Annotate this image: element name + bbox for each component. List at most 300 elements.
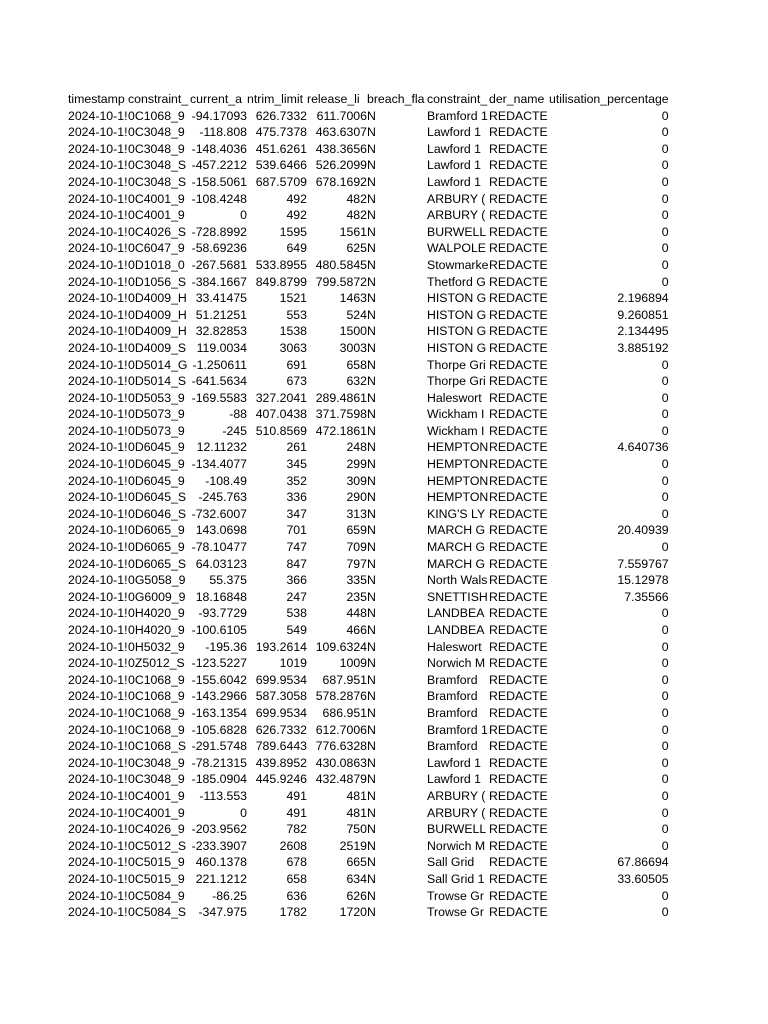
table-cell[interactable]: 0 <box>661 705 669 720</box>
table-cell[interactable]: -732.6007 <box>191 506 247 521</box>
table-cell[interactable]: REDACTE <box>489 457 548 472</box>
table-cell[interactable]: -267.5681 <box>191 257 247 272</box>
table-cell[interactable]: 0H4020_9 <box>128 606 185 621</box>
table-cell[interactable]: 193.2614 <box>255 639 307 654</box>
table-cell[interactable]: 0 <box>661 423 669 438</box>
table-cell[interactable]: 352 <box>286 473 307 488</box>
table-cell[interactable]: REDACTE <box>489 672 548 687</box>
table-cell[interactable]: 0 <box>661 689 669 704</box>
table-cell[interactable]: Trowse Gr <box>427 905 484 920</box>
table-cell[interactable]: 2608 <box>279 838 307 853</box>
table-cell[interactable]: REDACTE <box>489 556 548 571</box>
table-cell[interactable]: Bramford 1 <box>427 722 488 737</box>
table-cell[interactable]: N <box>367 589 376 604</box>
table-cell[interactable]: REDACTE <box>489 158 548 173</box>
table-cell[interactable]: 0 <box>661 506 669 521</box>
table-cell[interactable]: 634 <box>346 871 367 886</box>
table-cell[interactable]: 0 <box>661 457 669 472</box>
table-cell[interactable]: 1782 <box>279 905 307 920</box>
table-cell[interactable]: Lawford 1 <box>427 158 482 173</box>
table-cell[interactable]: REDACTE <box>489 191 548 206</box>
table-cell[interactable]: 0Z5012_S <box>128 656 185 671</box>
table-cell[interactable]: 3.885192 <box>617 340 669 355</box>
table-cell[interactable]: 673 <box>286 374 307 389</box>
table-cell[interactable]: -155.6042 <box>191 672 247 687</box>
column-header[interactable]: constraint_ <box>427 92 488 106</box>
table-cell[interactable]: 2024-10-1! <box>68 905 128 920</box>
table-cell[interactable]: ARBURY ( <box>427 805 486 820</box>
table-cell[interactable]: -245 <box>222 423 247 438</box>
table-cell[interactable]: N <box>367 324 376 339</box>
table-cell[interactable]: North Wals <box>427 573 488 588</box>
table-cell[interactable]: 0G5058_9 <box>128 573 186 588</box>
table-cell[interactable]: 235 <box>346 589 367 604</box>
table-cell[interactable]: LANDBEA <box>427 606 485 621</box>
table-cell[interactable]: 678 <box>286 855 307 870</box>
table-cell[interactable]: REDACTE <box>489 805 548 820</box>
table-cell[interactable]: 0 <box>661 805 669 820</box>
table-cell[interactable]: 0C4026_9 <box>128 822 185 837</box>
table-cell[interactable]: REDACTE <box>489 407 548 422</box>
table-cell[interactable]: -113.553 <box>199 788 247 803</box>
table-cell[interactable]: REDACTE <box>489 705 548 720</box>
table-cell[interactable]: 0D6065_S <box>128 556 187 571</box>
table-cell[interactable]: 51.21251 <box>195 307 247 322</box>
table-cell[interactable]: 1019 <box>279 656 307 671</box>
table-cell[interactable]: -347.975 <box>198 905 247 920</box>
table-cell[interactable]: REDACTE <box>489 639 548 654</box>
table-cell[interactable]: REDACTE <box>489 241 548 256</box>
table-cell[interactable]: 481 <box>346 805 367 820</box>
column-header[interactable]: ntrim_limit <box>247 92 304 106</box>
table-cell[interactable]: 492 <box>286 191 307 206</box>
table-cell[interactable]: N <box>367 506 376 521</box>
table-cell[interactable]: 750 <box>346 822 367 837</box>
table-cell[interactable]: 2024-10-1! <box>68 556 128 571</box>
table-cell[interactable]: REDACTE <box>489 788 548 803</box>
table-cell[interactable]: N <box>367 174 376 189</box>
table-cell[interactable]: N <box>367 390 376 405</box>
table-cell[interactable]: 0 <box>661 473 669 488</box>
table-cell[interactable]: 64.03123 <box>195 556 247 571</box>
table-cell[interactable]: 0C3048_S <box>128 174 187 189</box>
table-cell[interactable]: 2024-10-1! <box>68 274 128 289</box>
table-cell[interactable]: 407.0438 <box>255 407 307 422</box>
table-cell[interactable]: MARCH G <box>427 540 486 555</box>
table-cell[interactable]: 658 <box>286 871 307 886</box>
table-cell[interactable]: 119.0034 <box>196 340 247 355</box>
table-cell[interactable]: Haleswort <box>427 639 482 654</box>
table-cell[interactable]: 0 <box>661 374 669 389</box>
table-cell[interactable]: 482 <box>346 191 367 206</box>
table-cell[interactable]: 2024-10-1! <box>68 158 128 173</box>
table-cell[interactable]: 0 <box>661 141 669 156</box>
table-cell[interactable]: 247 <box>286 589 307 604</box>
table-cell[interactable]: 0C3048_9 <box>128 772 185 787</box>
table-cell[interactable]: N <box>367 141 376 156</box>
table-cell[interactable]: 691 <box>286 357 307 372</box>
table-cell[interactable]: 0 <box>240 208 247 223</box>
table-cell[interactable]: 451.6261 <box>255 141 307 156</box>
table-cell[interactable]: Lawford 1 <box>427 174 482 189</box>
table-cell[interactable]: REDACTE <box>489 473 548 488</box>
table-cell[interactable]: N <box>367 606 376 621</box>
table-cell[interactable]: 0 <box>661 656 669 671</box>
table-cell[interactable]: 0 <box>661 390 669 405</box>
table-cell[interactable]: Lawford 1 <box>427 141 482 156</box>
table-cell[interactable]: 1463 <box>339 291 367 306</box>
table-cell[interactable]: 2024-10-1! <box>68 224 128 239</box>
table-cell[interactable]: 632 <box>346 374 367 389</box>
table-cell[interactable]: Sall Grid <box>427 855 475 870</box>
table-cell[interactable]: 2024-10-1! <box>68 457 128 472</box>
table-cell[interactable]: REDACTE <box>489 141 548 156</box>
table-cell[interactable]: REDACTE <box>489 125 548 140</box>
table-cell[interactable]: -291.5748 <box>191 739 247 754</box>
table-cell[interactable]: 659 <box>346 523 367 538</box>
table-cell[interactable]: 0 <box>661 755 669 770</box>
table-cell[interactable]: 2024-10-1! <box>68 241 128 256</box>
table-cell[interactable]: 0C3048_9 <box>128 755 185 770</box>
table-cell[interactable]: 0 <box>661 606 669 621</box>
table-cell[interactable]: REDACTE <box>489 540 548 555</box>
table-cell[interactable]: 0 <box>240 805 247 820</box>
table-cell[interactable]: N <box>367 307 376 322</box>
table-cell[interactable]: 699.9534 <box>255 672 307 687</box>
table-cell[interactable]: Haleswort <box>427 390 482 405</box>
table-cell[interactable]: -233.3907 <box>191 838 247 853</box>
table-cell[interactable]: 0C5015_9 <box>128 871 185 886</box>
table-cell[interactable]: 0C1068_9 <box>128 689 185 704</box>
table-cell[interactable]: Stowmarke <box>427 257 489 272</box>
table-cell[interactable]: HISTON G <box>427 340 487 355</box>
table-cell[interactable]: -158.5061 <box>191 174 247 189</box>
table-cell[interactable]: N <box>367 871 376 886</box>
table-cell[interactable]: 636 <box>286 888 307 903</box>
table-cell[interactable]: 0C1068_9 <box>128 672 185 687</box>
table-cell[interactable]: 0C1068_9 <box>128 722 185 737</box>
table-cell[interactable]: 2024-10-1! <box>68 423 128 438</box>
table-cell[interactable]: 299 <box>346 457 367 472</box>
table-cell[interactable]: REDACTE <box>489 374 548 389</box>
table-cell[interactable]: N <box>367 473 376 488</box>
table-cell[interactable]: REDACTE <box>489 257 548 272</box>
table-cell[interactable]: 0 <box>661 672 669 687</box>
table-cell[interactable]: 747 <box>286 540 307 555</box>
table-cell[interactable]: REDACTE <box>489 174 548 189</box>
table-cell[interactable]: REDACTE <box>489 423 548 438</box>
table-cell[interactable]: 533.8955 <box>255 257 307 272</box>
table-cell[interactable]: 445.9246 <box>255 772 307 787</box>
table-cell[interactable]: 4.640736 <box>617 440 669 455</box>
table-cell[interactable]: 2024-10-1! <box>68 307 128 322</box>
table-cell[interactable]: 2024-10-1! <box>68 540 128 555</box>
table-cell[interactable]: 491 <box>286 805 307 820</box>
table-cell[interactable]: 776.6328 <box>315 739 367 754</box>
table-cell[interactable]: 612.7006 <box>315 722 367 737</box>
table-cell[interactable]: REDACTE <box>489 739 548 754</box>
table-cell[interactable]: N <box>367 722 376 737</box>
table-cell[interactable]: 0C4026_S <box>128 224 187 239</box>
table-cell[interactable]: 2024-10-1! <box>68 805 128 820</box>
table-cell[interactable]: REDACTE <box>489 224 548 239</box>
table-cell[interactable]: 472.1861 <box>315 423 367 438</box>
table-cell[interactable]: 665 <box>346 855 367 870</box>
table-cell[interactable]: Thetford G <box>427 274 486 289</box>
table-cell[interactable]: 18.16848 <box>195 589 247 604</box>
table-cell[interactable]: HEMPTON <box>427 473 489 488</box>
table-cell[interactable]: 0C3048_9 <box>128 141 185 156</box>
table-cell[interactable]: 1595 <box>279 224 307 239</box>
table-cell[interactable]: 0 <box>661 722 669 737</box>
table-cell[interactable]: N <box>367 490 376 505</box>
table-cell[interactable]: 2024-10-1! <box>68 672 128 687</box>
table-cell[interactable]: 1720 <box>339 905 367 920</box>
table-cell[interactable]: 799.5872 <box>315 274 367 289</box>
table-cell[interactable]: 439.8952 <box>255 755 307 770</box>
table-cell[interactable]: N <box>367 457 376 472</box>
table-cell[interactable]: REDACTE <box>489 108 548 123</box>
table-cell[interactable]: 2024-10-1! <box>68 838 128 853</box>
table-cell[interactable]: N <box>367 705 376 720</box>
table-cell[interactable]: N <box>367 888 376 903</box>
table-cell[interactable]: 0D6046_S <box>128 506 187 521</box>
table-cell[interactable]: 649 <box>286 241 307 256</box>
table-cell[interactable]: 109.6324 <box>315 639 367 654</box>
table-cell[interactable]: REDACTE <box>489 689 548 704</box>
table-cell[interactable]: 482 <box>346 208 367 223</box>
table-cell[interactable]: 2024-10-1! <box>68 357 128 372</box>
table-cell[interactable]: 448 <box>346 606 367 621</box>
table-cell[interactable]: BURWELL <box>427 224 487 239</box>
table-cell[interactable]: 0 <box>661 191 669 206</box>
table-cell[interactable]: 2024-10-1! <box>68 722 128 737</box>
table-cell[interactable]: Bramford <box>427 705 478 720</box>
table-cell[interactable]: REDACTE <box>489 855 548 870</box>
table-cell[interactable]: 2024-10-1! <box>68 191 128 206</box>
table-cell[interactable]: 67.86694 <box>617 855 669 870</box>
table-cell[interactable]: REDACTE <box>489 755 548 770</box>
table-cell[interactable]: Bramford 1 <box>427 108 488 123</box>
table-cell[interactable]: 2.134495 <box>617 324 669 339</box>
table-cell[interactable]: 475.7378 <box>255 125 307 140</box>
table-cell[interactable]: -384.1667 <box>191 274 247 289</box>
table-cell[interactable]: 0 <box>661 822 669 837</box>
table-cell[interactable]: 0C1068_9 <box>128 705 185 720</box>
table-cell[interactable]: 466 <box>346 623 367 637</box>
table-cell[interactable]: 480.5845 <box>315 257 367 272</box>
table-cell[interactable]: N <box>367 241 376 256</box>
table-cell[interactable]: 491 <box>286 788 307 803</box>
table-cell[interactable]: 0 <box>661 274 669 289</box>
table-cell[interactable]: -105.6828 <box>191 722 247 737</box>
table-cell[interactable]: 0 <box>661 357 669 372</box>
table-cell[interactable]: REDACTE <box>489 838 548 853</box>
table-cell[interactable]: 0C6047_9 <box>128 241 185 256</box>
table-cell[interactable]: REDACTE <box>489 623 548 637</box>
table-cell[interactable]: 549 <box>286 623 307 637</box>
table-cell[interactable]: 0 <box>661 174 669 189</box>
table-cell[interactable]: 0D4009_H <box>128 307 187 322</box>
table-cell[interactable]: -78.21315 <box>191 755 247 770</box>
table-cell[interactable]: REDACTE <box>489 324 548 339</box>
table-cell[interactable]: 539.6466 <box>255 158 307 173</box>
table-cell[interactable]: 0C5012_S <box>128 838 187 853</box>
table-cell[interactable]: N <box>367 423 376 438</box>
table-cell[interactable]: 0D1056_S <box>128 274 187 289</box>
table-cell[interactable]: -203.9562 <box>191 822 247 837</box>
table-cell[interactable]: Norwich M <box>427 656 486 671</box>
table-cell[interactable]: 313 <box>346 506 367 521</box>
table-cell[interactable]: MARCH G <box>427 523 486 538</box>
table-cell[interactable]: Lawford 1 <box>427 125 482 140</box>
table-cell[interactable]: 2024-10-1! <box>68 739 128 754</box>
table-cell[interactable]: N <box>367 739 376 754</box>
table-cell[interactable]: REDACTE <box>489 357 548 372</box>
table-cell[interactable]: 1538 <box>279 324 307 339</box>
table-cell[interactable]: Norwich M <box>427 838 486 853</box>
table-cell[interactable]: -457.2212 <box>191 158 247 173</box>
table-cell[interactable]: 0D4009_S <box>128 340 187 355</box>
table-cell[interactable]: 309 <box>346 473 367 488</box>
table-cell[interactable]: 430.0863 <box>315 755 367 770</box>
table-cell[interactable]: HISTON G <box>427 307 487 322</box>
table-cell[interactable]: 0 <box>661 224 669 239</box>
table-cell[interactable]: 709 <box>346 540 367 555</box>
table-cell[interactable]: 626.7332 <box>255 722 307 737</box>
table-cell[interactable]: N <box>367 125 376 140</box>
table-cell[interactable]: HEMPTON <box>427 440 489 455</box>
table-cell[interactable]: -86.25 <box>212 888 247 903</box>
column-header[interactable]: current_a <box>190 92 242 106</box>
table-cell[interactable]: 7.559767 <box>617 556 669 571</box>
table-cell[interactable]: N <box>367 374 376 389</box>
table-cell[interactable]: 0D6065_9 <box>128 540 185 555</box>
column-header[interactable]: utilisation_percentage <box>549 92 669 106</box>
column-header[interactable]: timestamp <box>68 92 125 106</box>
table-cell[interactable]: 3063 <box>279 340 307 355</box>
column-header[interactable]: der_name <box>489 92 545 106</box>
table-cell[interactable]: 33.41475 <box>195 291 247 306</box>
table-cell[interactable]: 687.951 <box>322 672 367 687</box>
table-cell[interactable]: N <box>367 257 376 272</box>
table-cell[interactable]: 0 <box>661 540 669 555</box>
table-cell[interactable]: 1561 <box>339 224 367 239</box>
table-cell[interactable]: -185.0904 <box>191 772 247 787</box>
table-cell[interactable]: -195.36 <box>205 639 247 654</box>
table-cell[interactable]: REDACTE <box>489 523 548 538</box>
table-cell[interactable]: 849.8799 <box>255 274 307 289</box>
table-cell[interactable]: REDACTE <box>489 656 548 671</box>
table-cell[interactable]: N <box>367 755 376 770</box>
table-cell[interactable]: -134.4077 <box>191 457 247 472</box>
table-cell[interactable]: 2024-10-1! <box>68 788 128 803</box>
table-cell[interactable]: Sall Grid 1 <box>427 871 485 886</box>
table-cell[interactable]: 9.260851 <box>617 307 669 322</box>
table-cell[interactable]: N <box>367 656 376 671</box>
table-cell[interactable]: -728.8992 <box>191 224 247 239</box>
table-cell[interactable]: 0 <box>661 639 669 654</box>
table-cell[interactable]: 2024-10-1! <box>68 589 128 604</box>
table-cell[interactable]: N <box>367 822 376 837</box>
table-cell[interactable]: ARBURY ( <box>427 788 486 803</box>
table-cell[interactable]: N <box>367 623 376 637</box>
table-cell[interactable]: Bramford <box>427 739 478 754</box>
table-cell[interactable]: 0 <box>661 888 669 903</box>
table-cell[interactable]: N <box>367 158 376 173</box>
table-cell[interactable]: 0G6009_9 <box>128 589 186 604</box>
table-cell[interactable]: 686.951 <box>322 705 367 720</box>
table-cell[interactable]: 2024-10-1! <box>68 390 128 405</box>
table-cell[interactable]: 553 <box>286 307 307 322</box>
table-cell[interactable]: 782 <box>286 822 307 837</box>
table-cell[interactable]: 658 <box>346 357 367 372</box>
table-cell[interactable]: N <box>367 440 376 455</box>
table-cell[interactable]: 2024-10-1! <box>68 374 128 389</box>
table-cell[interactable]: 847 <box>286 556 307 571</box>
table-cell[interactable]: 221.1212 <box>195 871 247 886</box>
column-header[interactable]: release_li <box>307 92 360 106</box>
table-cell[interactable]: -1.250611 <box>192 357 247 372</box>
table-cell[interactable]: 0 <box>661 788 669 803</box>
table-cell[interactable]: N <box>367 772 376 787</box>
table-cell[interactable]: REDACTE <box>489 208 548 223</box>
table-cell[interactable]: 699.9534 <box>255 705 307 720</box>
table-cell[interactable]: -148.4036 <box>191 141 247 156</box>
table-cell[interactable]: 371.7598 <box>315 407 367 422</box>
table-cell[interactable]: 0D6065_9 <box>128 523 185 538</box>
table-cell[interactable]: LANDBEA <box>427 623 485 637</box>
table-cell[interactable]: 2024-10-1! <box>68 506 128 521</box>
table-cell[interactable]: 2024-10-1! <box>68 573 128 588</box>
table-cell[interactable]: 261 <box>286 440 307 455</box>
table-cell[interactable]: 0 <box>661 257 669 272</box>
table-cell[interactable]: REDACTE <box>489 606 548 621</box>
table-cell[interactable]: -108.4248 <box>191 191 247 206</box>
table-cell[interactable]: REDACTE <box>489 871 548 886</box>
table-cell[interactable]: Thorpe Gri <box>427 357 486 372</box>
table-cell[interactable]: 0C3048_S <box>128 158 187 173</box>
table-cell[interactable]: 2024-10-1! <box>68 523 128 538</box>
table-cell[interactable]: -169.5583 <box>191 390 247 405</box>
table-cell[interactable]: -245.763 <box>198 490 247 505</box>
table-cell[interactable]: 290 <box>346 490 367 505</box>
table-cell[interactable]: 0D5053_9 <box>128 390 185 405</box>
table-cell[interactable]: 2024-10-1! <box>68 871 128 886</box>
table-cell[interactable]: N <box>367 855 376 870</box>
table-cell[interactable]: ARBURY ( <box>427 208 486 223</box>
table-cell[interactable]: 248 <box>346 440 367 455</box>
table-cell[interactable]: HEMPTON <box>427 457 489 472</box>
table-cell[interactable]: 143.0698 <box>195 523 247 538</box>
table-cell[interactable]: REDACTE <box>489 822 548 837</box>
table-cell[interactable]: 2024-10-1! <box>68 324 128 339</box>
table-cell[interactable]: -58.69236 <box>191 241 247 256</box>
table-cell[interactable]: -100.6105 <box>191 623 247 637</box>
table-cell[interactable]: 2024-10-1! <box>68 888 128 903</box>
table-cell[interactable]: 20.40939 <box>617 523 669 538</box>
table-cell[interactable]: 0D6045_9 <box>128 440 185 455</box>
table-cell[interactable]: 1500 <box>339 324 367 339</box>
table-cell[interactable]: 538 <box>286 606 307 621</box>
table-cell[interactable]: WALPOLE <box>427 241 486 256</box>
table-cell[interactable]: N <box>367 788 376 803</box>
table-cell[interactable]: 2024-10-1! <box>68 656 128 671</box>
column-header[interactable]: breach_fla <box>367 92 425 106</box>
table-cell[interactable]: 0 <box>661 739 669 754</box>
table-cell[interactable]: 0D6045_S <box>128 490 187 505</box>
table-cell[interactable]: N <box>367 208 376 223</box>
